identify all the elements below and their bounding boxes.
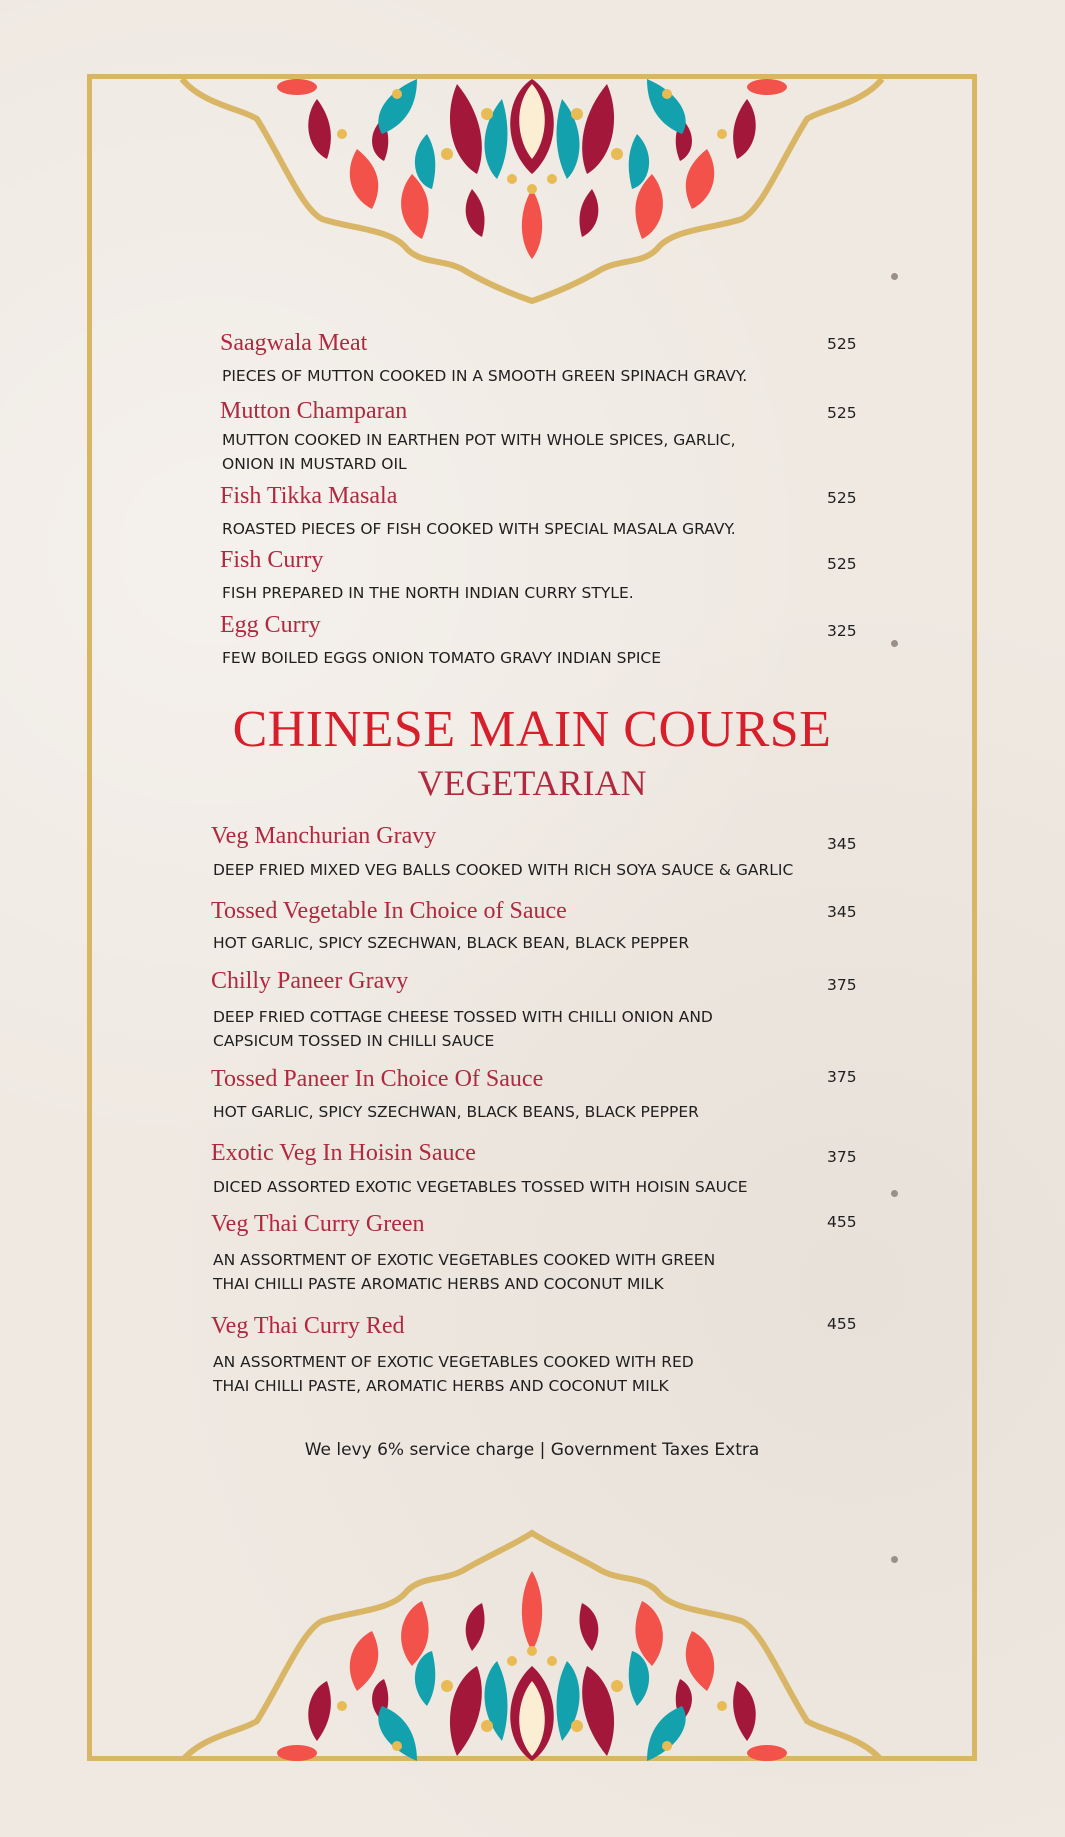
item-price: 525 — [827, 335, 857, 353]
mandala-bottom-ornament — [87, 1525, 977, 1761]
item-price: 375 — [827, 1068, 857, 1086]
item-price: 325 — [827, 622, 857, 640]
item-name: Saagwala Meat — [220, 330, 368, 356]
item-name: Veg Thai Curry Green — [211, 1211, 425, 1237]
item-description: AN ASSORTMENT OF EXOTIC VEGETABLES COOKED WITH GREEN THAI CHILLI PASTE AROMATIC HERBS AND COCONUT MILK — [213, 1251, 716, 1293]
item-description: DEEP FRIED COTTAGE CHEESE TOSSED WITH CHILLI ONION AND CAPSICUM TOSSED IN CHILLI SAUCE — [213, 1008, 713, 1050]
item-description: FISH PREPARED IN THE NORTH INDIAN CURRY STYLE. — [222, 584, 634, 602]
item-price: 525 — [827, 489, 857, 507]
item-name: Egg Curry — [220, 612, 321, 638]
item-description: HOT GARLIC, SPICY SZECHWAN, BLACK BEAN, BLACK PEPPER — [213, 934, 690, 952]
item-name: Fish Tikka Masala — [220, 483, 398, 509]
paper-speck — [891, 1556, 898, 1563]
section-subtitle: VEGETARIAN — [417, 763, 647, 803]
item-description: AN ASSORTMENT OF EXOTIC VEGETABLES COOKED WITH RED THAI CHILLI PASTE, AROMATIC HERBS AND COCONUT MILK — [213, 1353, 694, 1395]
item-description: ROASTED PIECES OF FISH COOKED WITH SPECIAL MASALA GRAVY. — [222, 520, 736, 538]
item-price: 455 — [827, 1315, 857, 1333]
item-description: MUTTON COOKED IN EARTHEN POT WITH WHOLE SPICES, GARLIC, ONION IN MUSTARD OIL — [222, 431, 736, 473]
item-price: 375 — [827, 1148, 857, 1166]
item-name: Chilly Paneer Gravy — [211, 968, 409, 994]
item-price: 345 — [827, 903, 857, 921]
paper-speck — [891, 273, 898, 280]
item-name: Exotic Veg In Hoisin Sauce — [211, 1140, 476, 1166]
item-name: Tossed Vegetable In Choice of Sauce — [211, 898, 567, 924]
item-price: 345 — [827, 835, 857, 853]
item-description: HOT GARLIC, SPICY SZECHWAN, BLACK BEANS, BLACK PEPPER — [213, 1103, 699, 1121]
item-price: 525 — [827, 555, 857, 573]
item-price: 375 — [827, 976, 857, 994]
item-description: DICED ASSORTED EXOTIC VEGETABLES TOSSED WITH HOISIN SAUCE — [213, 1178, 748, 1196]
paper-speck — [891, 1190, 898, 1197]
item-name: Fish Curry — [220, 547, 324, 573]
section-title: CHINESE MAIN COURSE — [232, 701, 832, 758]
item-name: Veg Thai Curry Red — [211, 1313, 405, 1339]
item-price: 525 — [827, 404, 857, 422]
paper-speck — [891, 640, 898, 647]
mandala-top-ornament — [87, 79, 977, 304]
item-name: Mutton Champaran — [220, 398, 408, 424]
item-description: DEEP FRIED MIXED VEG BALLS COOKED WITH RICH SOYA SAUCE & GARLIC — [213, 861, 794, 879]
item-description: PIECES OF MUTTON COOKED IN A SMOOTH GREEN SPINACH GRAVY. — [222, 367, 748, 385]
item-name: Tossed Paneer In Choice Of Sauce — [211, 1066, 544, 1092]
item-description: FEW BOILED EGGS ONION TOMATO GRAVY INDIAN SPICE — [222, 649, 662, 667]
item-price: 455 — [827, 1213, 857, 1231]
item-name: Veg Manchurian Gravy — [211, 823, 437, 849]
service-charge-note: We levy 6% service charge | Government Taxes Extra — [304, 1440, 760, 1460]
